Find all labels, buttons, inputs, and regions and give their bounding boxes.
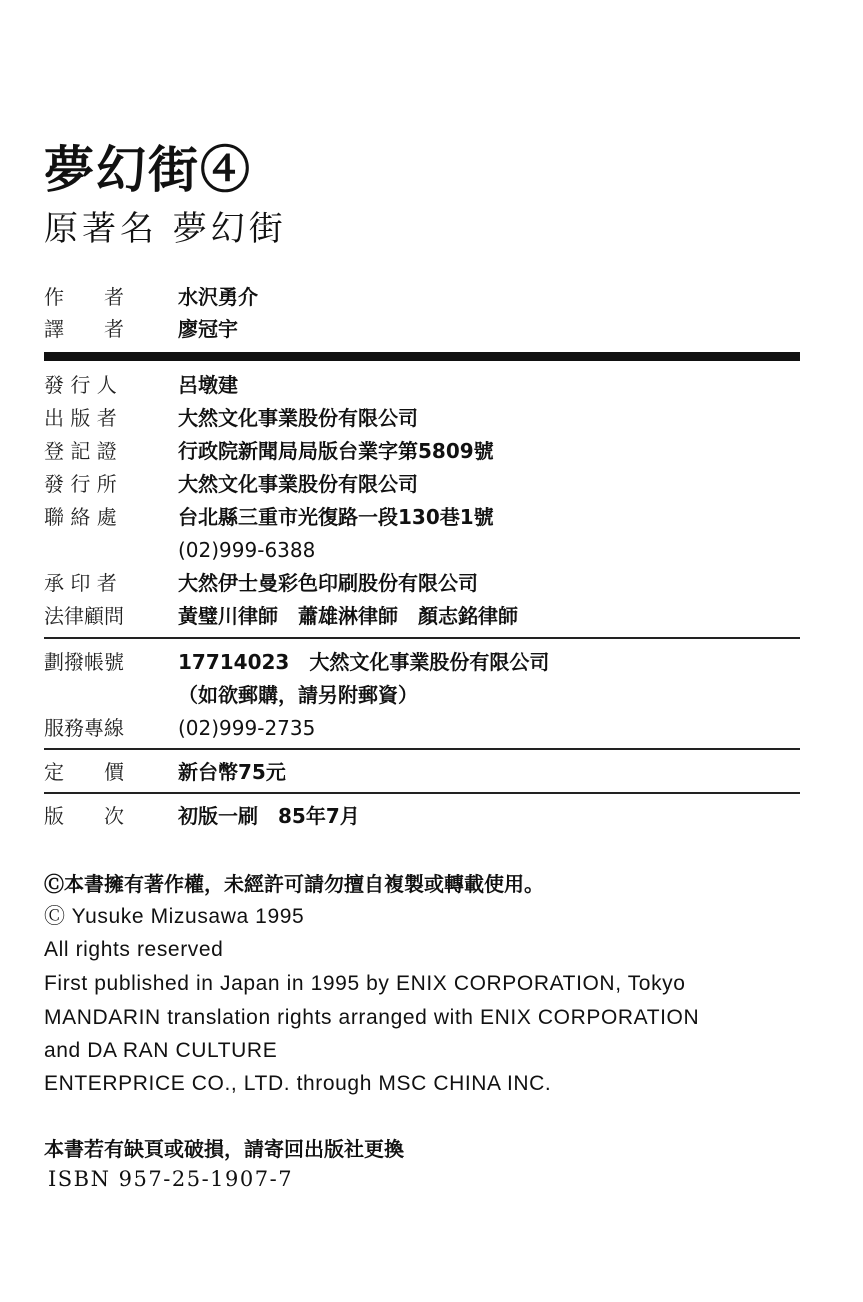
- pub-value: 大然文化事業股份有限公司: [178, 472, 418, 496]
- edition-value: 初版一刷 85年7月: [178, 804, 360, 828]
- divider: [44, 792, 800, 794]
- pub-label: 發 行 人: [44, 373, 117, 397]
- divider: [44, 748, 800, 750]
- pub-phone: (02)999-6388: [178, 538, 316, 562]
- copyright-line: MANDARIN translation rights arranged with ENIX CORPORATION: [44, 1006, 700, 1029]
- credit-label: 譯 者: [44, 317, 124, 341]
- pub-label: 聯 絡 處: [44, 505, 117, 529]
- pub-value: 大然伊士曼彩色印刷股份有限公司: [178, 571, 478, 595]
- pub-value: 大然文化事業股份有限公司: [178, 406, 418, 430]
- pub-label: 承 印 者: [44, 571, 117, 595]
- copyright-line: First published in Japan in 1995 by ENIX CORPORATION, Tokyo: [44, 972, 686, 995]
- pub-label: 法律顧問: [44, 604, 124, 628]
- account-label: 服務專線: [44, 716, 124, 740]
- copyright-line: ENTERPRICE CO., LTD. through MSC CHINA INC.: [44, 1072, 552, 1095]
- edition-label: 版 次: [44, 804, 124, 828]
- credit-value: 廖冠宇: [178, 317, 238, 341]
- pub-value: 行政院新聞局局版台業字第5809號: [178, 439, 494, 463]
- book-title: 夢幻街④: [44, 140, 252, 199]
- pub-value: 黃璧川律師 蕭雄淋律師 顏志銘律師: [178, 604, 518, 628]
- copyright-notice-cn: Ⓒ本書擁有著作權，未經許可請勿擅自複製或轉載使用。: [44, 872, 544, 896]
- original-title: 原著名 夢幻街: [44, 209, 287, 249]
- pub-value: 呂墩建: [178, 373, 238, 397]
- thick-divider: [44, 352, 800, 361]
- account-value: 17714023 大然文化事業股份有限公司: [178, 650, 550, 674]
- isbn-number: ISBN 957-25-1907-7: [48, 1167, 294, 1191]
- credit-value: 水沢勇介: [178, 285, 258, 309]
- copyright-line: All rights reserved: [44, 938, 224, 961]
- pub-label: 發 行 所: [44, 472, 117, 496]
- copyright-line: Ⓒ Yusuke Mizusawa 1995: [44, 905, 305, 928]
- credit-label: 作 者: [44, 285, 124, 309]
- pub-label: 登 記 證: [44, 439, 117, 463]
- divider: [44, 637, 800, 639]
- service-phone: (02)999-2735: [178, 716, 316, 740]
- account-label: 劃撥帳號: [44, 650, 124, 674]
- replacement-notice: 本書若有缺頁或破損，請寄回出版社更換: [44, 1137, 404, 1161]
- account-note: （如欲郵購，請另附郵資）: [178, 683, 418, 707]
- price-label: 定 價: [44, 760, 124, 784]
- pub-label: 出 版 者: [44, 406, 117, 430]
- pub-value: 台北縣三重市光復路一段130巷1號: [178, 505, 494, 529]
- price-value: 新台幣75元: [178, 760, 286, 784]
- copyright-line: and DA RAN CULTURE: [44, 1039, 278, 1062]
